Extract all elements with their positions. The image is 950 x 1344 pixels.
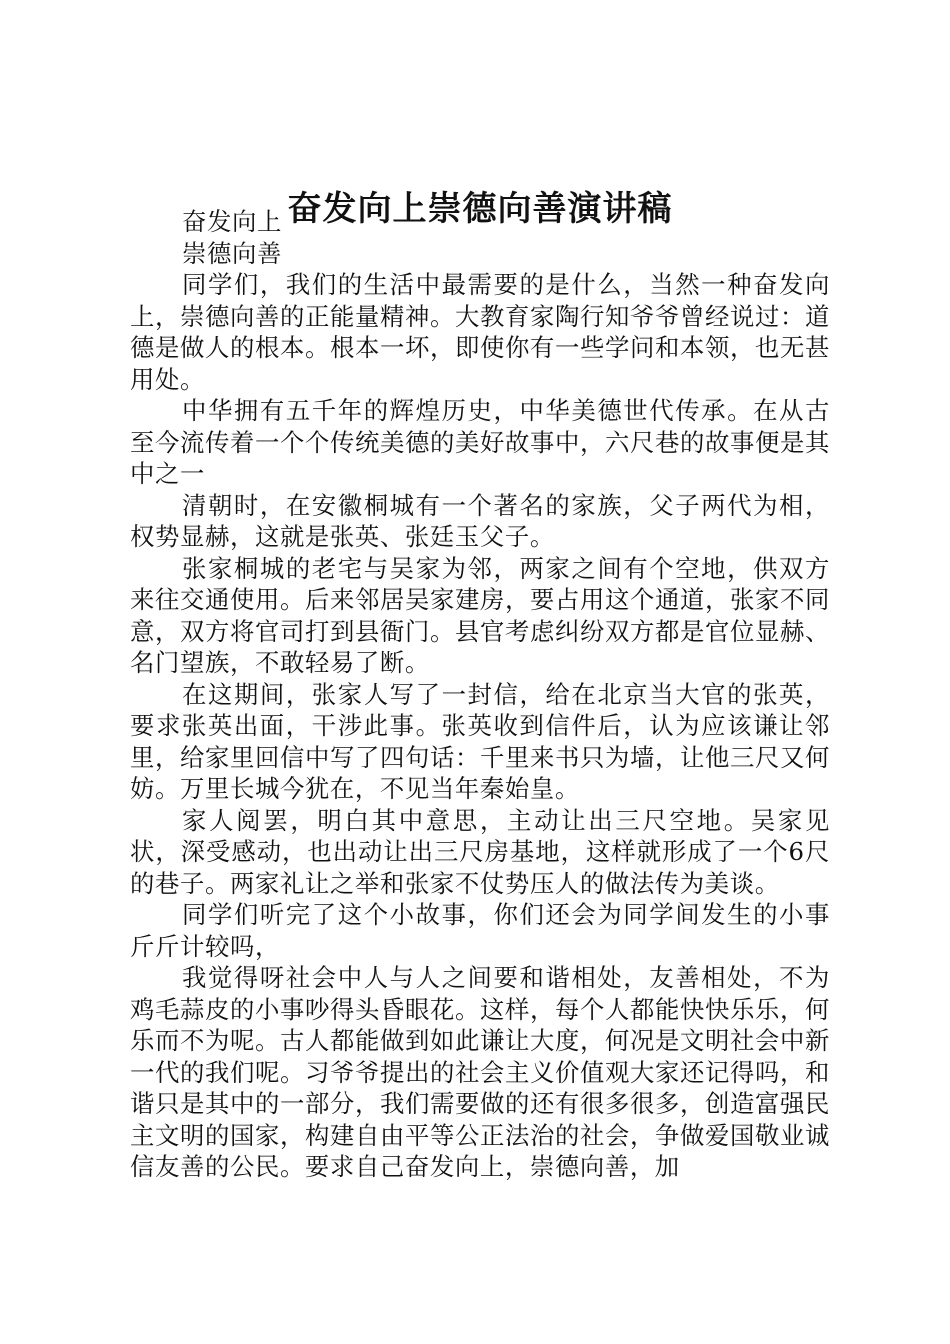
paragraph-2: 崇德向善 [182,238,282,268]
paragraph-7: 在这期间，张家人写了一封信，给在北京当大官的张英，要求张英出面，干涉此事。张英收到信件后，认为应该谦让邻里，给家里回信中写了四句话：千里来书只为墙，让他三尺又何妨。万里长城今犹在，不见当年秦始皇。 [130,679,830,803]
paragraph-8: 家人阅罢，明白其中意思，主动让出三尺空地。吴家见状，深受感动，也出动让出三尺房基地，这样就形成了一个6尺的巷子。两家礼让之举和张家不仗势压人的做法传为美谈。 [130,805,830,898]
document-body [130,206,830,1183]
paragraph-4: 中华拥有五千年的辉煌历史，中华美德世代传承。在从古至今流传着一个个传统美德的美好故事中，六尺巷的故事便是其中之一 [130,396,830,488]
paragraph-1: 奋发向上 [182,207,282,236]
paragraph-10: 我觉得呀社会中人与人之间要和谐相处，友善相处，不为鸡毛蒜皮的小事吵得头昏眼花。这样，每个人都能快快乐乐，何乐而不为呢。古人都能做到如此谦让大度，何况是文明社会中新一代的我们呢。习爷爷提出的社会主义价值观大家还记得吗，和谐只是其中的一部分，我们需要做的还有很多很多，创造富强民主文明的国家，构建自由平等公正法治的社会，争做爱国敬业诚信友善的公民。要求自己奋发向上，崇德向善，加 [130,963,830,1181]
paragraph-9: 同学们听完了这个小故事，你们还会为同学间发生的小事斤斤计较吗， [130,900,830,961]
paragraph-3: 同学们，我们的生活中最需要的是什么，当然一种奋发向上，崇德向善的正能量精神。大教育家陶行知爷爷曾经说过：道德是做人的根本。根本一坏，即使你有一些学问和本领，也无甚用处。 [130,270,830,394]
document-title: 奋发向上崇德向善演讲稿 [287,189,673,229]
paragraph-5: 清朝时，在安徽桐城有一个著名的家族，父子两代为相，权势显赫，这就是张英、张廷玉父子。 [130,490,830,551]
paragraph-6: 张家桐城的老宅与吴家为邻，两家之间有个空地，供双方来往交通使用。后来邻居吴家建房，要占用这个通道，张家不同意，双方将官司打到县衙门。县官考虑纠纷双方都是官位显赫、名门望族，不敢轻易了断。 [130,553,830,677]
